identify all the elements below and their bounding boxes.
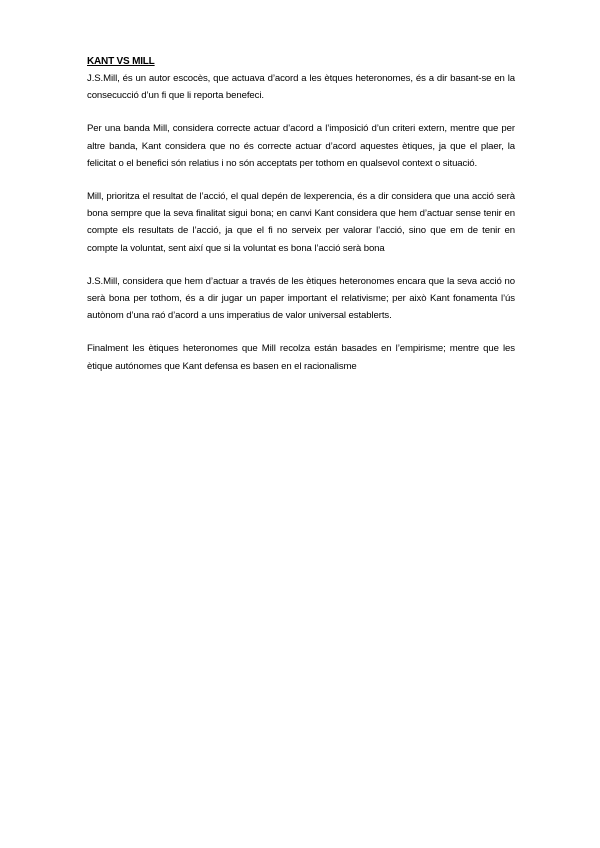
document-title: KANT VS MILL	[87, 56, 155, 67]
paragraph-4: J.S.Mill, considera que hem d’actuar a través de les ètiques heteronomes encara que la seva acció no serà bona per tothom, és a dir jugar un paper important el relativisme; per això Kant fonamenta l’ús autònom d’una raó d’acord a uns imperatius de valor universal establerts.	[87, 275, 515, 322]
paragraph-5: Finalment les ètiques heteronomes que Mill recolza están basades en l’empirisme; mentre que les ètique autónomes que Kant defensa es basen en el racionalisme	[87, 343, 515, 372]
paragraph-3: Mill, prioritza el resultat de l’acció, el qual depén de lexperencia, és a dir considera que una acció serà bona sempre que la seva finalitat sigui bona; en canvi Kant considera que hem d’actuar sense tenir en compte els resultats de l’acció, ja que el fi no serveix per valorar l’acció, sino que em de tenir en compte la voluntat, sent així que si la voluntat es bona l’acció serà bona	[87, 191, 515, 254]
document-page	[87, 54, 515, 391]
paragraph-1: J.S.Mill, és un autor escocès, que actuava d’acord a les ètques heteronomes, és a dir basant-se en la consecucció d’un fi que li reporta benefeci.	[87, 73, 515, 102]
paragraph-2: Per una banda Mill, considera correcte actuar d’acord a l’imposició d’un criteri extern, mentre que per altre banda, Kant considera que no és correcte actuar d’acord aquestes ètiques, ja que el plaer, la felicitat o el benefici són relatius i no són acceptats per tothom en qualsevol context o situació.	[87, 123, 515, 169]
